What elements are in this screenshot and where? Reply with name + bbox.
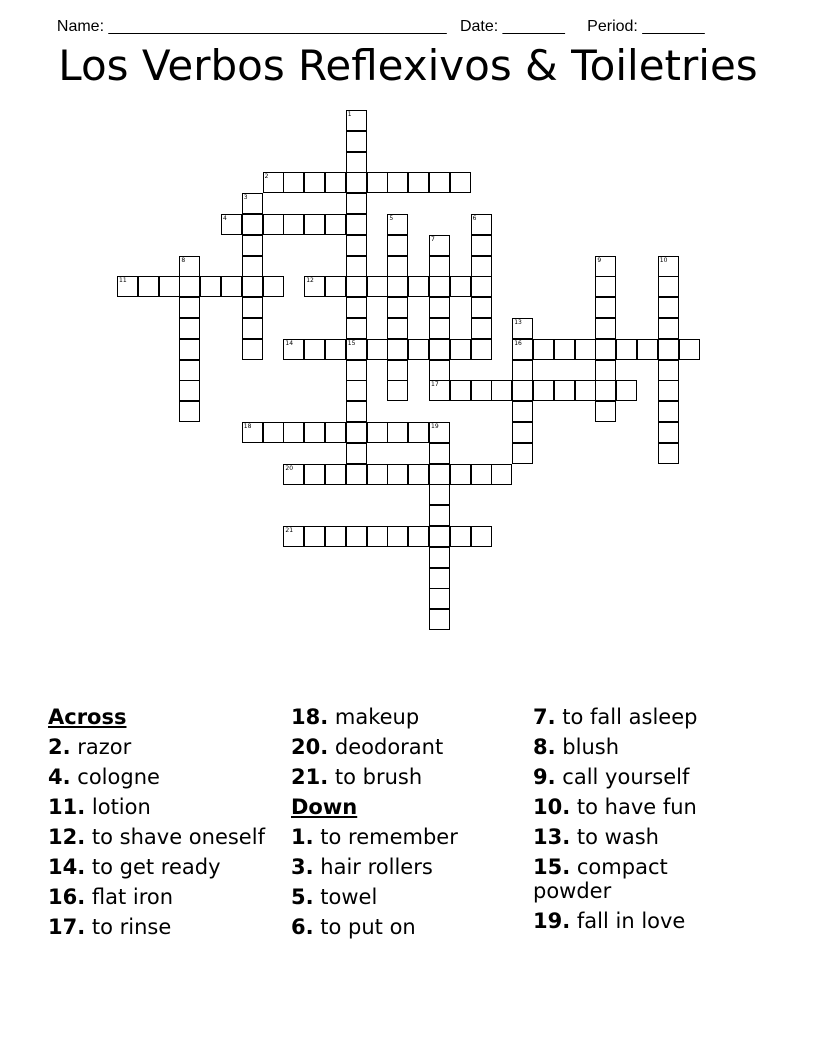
- crossword-cell[interactable]: [429, 172, 450, 193]
- crossword-cell[interactable]: [346, 193, 367, 214]
- crossword-cell[interactable]: [595, 360, 616, 381]
- crossword-cell[interactable]: [304, 276, 325, 297]
- crossword-cell[interactable]: [200, 276, 221, 297]
- crossword-cell[interactable]: [429, 422, 450, 443]
- crossword-cell[interactable]: [283, 172, 304, 193]
- crossword-cell[interactable]: [346, 339, 367, 360]
- crossword-cell[interactable]: [283, 464, 304, 485]
- crossword-cell[interactable]: [387, 256, 408, 277]
- crossword-cell[interactable]: [221, 214, 242, 235]
- crossword-cell[interactable]: [658, 422, 679, 443]
- crossword-cell[interactable]: [471, 276, 492, 297]
- crossword-cell[interactable]: [658, 360, 679, 381]
- clues-column-1: [48, 702, 283, 942]
- crossword-cell[interactable]: [595, 401, 616, 422]
- clue-number: 21: [285, 527, 294, 534]
- crossword-cell[interactable]: [242, 339, 263, 360]
- crossword-cell[interactable]: [387, 235, 408, 256]
- crossword-cell[interactable]: [221, 276, 242, 297]
- clue-down-6: 6. to put on: [291, 915, 416, 939]
- clue-number: 8: [181, 256, 186, 264]
- name-field[interactable]: Name: ______________________________________: [56, 18, 447, 35]
- crossword-cell[interactable]: [387, 318, 408, 339]
- clue-number: 18: [243, 423, 252, 430]
- clue-down-8: 8. blush: [533, 735, 620, 759]
- crossword-cell[interactable]: [658, 443, 679, 464]
- crossword-cell[interactable]: [263, 214, 284, 235]
- crossword-cell[interactable]: [283, 339, 304, 360]
- crossword-cell[interactable]: [346, 318, 367, 339]
- crossword-cell[interactable]: [450, 339, 471, 360]
- crossword-cell[interactable]: [242, 214, 263, 235]
- crossword-cell[interactable]: [429, 339, 450, 360]
- crossword-cell[interactable]: [325, 422, 346, 443]
- clue-down-19: 19. fall in love: [533, 909, 686, 933]
- crossword-cell[interactable]: [429, 505, 450, 526]
- crossword-cell[interactable]: [387, 172, 408, 193]
- crossword-cell[interactable]: [429, 297, 450, 318]
- clue-across-16: 16. flat iron: [48, 885, 174, 909]
- crossword-cell[interactable]: [346, 380, 367, 401]
- crossword-cell[interactable]: [367, 172, 388, 193]
- crossword-cell[interactable]: [346, 172, 367, 193]
- clue-down-13: 13. to wash: [533, 825, 659, 849]
- crossword-cell[interactable]: [283, 526, 304, 547]
- crossword-cell[interactable]: [512, 443, 533, 464]
- crossword-cell[interactable]: [429, 609, 450, 630]
- crossword-cell[interactable]: [408, 526, 429, 547]
- crossword-cell[interactable]: [346, 131, 367, 152]
- crossword-cell[interactable]: [595, 256, 616, 277]
- crossword-cell[interactable]: [367, 422, 388, 443]
- crossword-cell[interactable]: [491, 464, 512, 485]
- crossword-cell[interactable]: [554, 380, 575, 401]
- crossword-cell[interactable]: [346, 152, 367, 173]
- crossword-cell[interactable]: [242, 235, 263, 256]
- clue-number: 4: [223, 215, 227, 222]
- clues-column-2: [291, 702, 526, 942]
- clue-number: 20: [285, 464, 294, 472]
- clue-number: 14: [285, 339, 294, 347]
- crossword-cell[interactable]: [512, 422, 533, 443]
- clue-down-9: 9. call yourself: [533, 765, 690, 789]
- crossword-cell[interactable]: [450, 526, 471, 547]
- crossword-cell[interactable]: [325, 276, 346, 297]
- crossword-cell[interactable]: [367, 526, 388, 547]
- crossword-cell[interactable]: [429, 276, 450, 297]
- clue-number: 12: [306, 277, 314, 285]
- crossword-cell[interactable]: [263, 276, 284, 297]
- clue-number: 11: [119, 277, 127, 285]
- crossword-cell[interactable]: [471, 214, 492, 235]
- clue-across-4: 4. cologne: [48, 765, 160, 789]
- crossword-cell[interactable]: [304, 464, 325, 485]
- clue-across-12: 12. to shave oneself: [48, 825, 265, 849]
- crossword-cell[interactable]: [346, 422, 367, 443]
- crossword-cell[interactable]: [304, 214, 325, 235]
- crossword-cell[interactable]: [450, 172, 471, 193]
- crossword-cell[interactable]: [159, 276, 180, 297]
- crossword-cell[interactable]: [408, 422, 429, 443]
- crossword-cell[interactable]: [616, 380, 637, 401]
- crossword-cell[interactable]: [138, 276, 159, 297]
- crossword-cell[interactable]: [429, 464, 450, 485]
- crossword-cell[interactable]: [408, 339, 429, 360]
- crossword-cell[interactable]: [346, 235, 367, 256]
- crossword-cell[interactable]: [346, 297, 367, 318]
- clue-down-10: 10. to have fun: [533, 795, 697, 819]
- crossword-cell[interactable]: [179, 401, 200, 422]
- crossword-cell[interactable]: [387, 422, 408, 443]
- crossword-cell[interactable]: [616, 339, 637, 360]
- crossword-cell[interactable]: [429, 526, 450, 547]
- crossword-cell[interactable]: [471, 380, 492, 401]
- crossword-cell[interactable]: [242, 193, 263, 214]
- crossword-cell[interactable]: [408, 464, 429, 485]
- crossword-cell[interactable]: [346, 110, 367, 131]
- crossword-cell[interactable]: [429, 568, 450, 589]
- crossword-cell[interactable]: [346, 526, 367, 547]
- clue-across-20: 20. deodorant: [291, 735, 444, 759]
- clue-number: 5: [389, 215, 394, 222]
- crossword-cell[interactable]: [346, 401, 367, 422]
- date-field[interactable]: Date: _______: [459, 18, 565, 35]
- crossword-cell[interactable]: [429, 588, 450, 609]
- crossword-cell[interactable]: [346, 256, 367, 277]
- crossword-cell[interactable]: [450, 464, 471, 485]
- crossword-cell[interactable]: [367, 339, 388, 360]
- crossword-cell[interactable]: [387, 276, 408, 297]
- crossword-cell[interactable]: [471, 318, 492, 339]
- period-field[interactable]: Period: _______: [587, 18, 705, 35]
- crossword-cell[interactable]: [242, 276, 263, 297]
- clue-across-14: 14. to get ready: [48, 855, 221, 879]
- crossword-cell[interactable]: [346, 214, 367, 235]
- clue-down-15: 15. compact powder: [533, 855, 668, 903]
- down-heading: Down: [291, 795, 358, 819]
- crossword-cell[interactable]: [429, 380, 450, 401]
- clue-number: 16: [514, 339, 522, 347]
- clue-number: 9: [597, 256, 602, 264]
- clue-down-1: 1. to remember: [291, 825, 458, 849]
- crossword-cell[interactable]: [429, 256, 450, 277]
- crossword-cell[interactable]: [346, 443, 367, 464]
- crossword-cell[interactable]: [408, 172, 429, 193]
- clue-number: 2: [264, 173, 269, 181]
- crossword-cell[interactable]: [242, 422, 263, 443]
- crossword-cell[interactable]: [325, 172, 346, 193]
- crossword-cell[interactable]: [429, 484, 450, 505]
- crossword-cell[interactable]: [595, 339, 616, 360]
- crossword-cell[interactable]: [387, 214, 408, 235]
- crossword-cell[interactable]: [387, 339, 408, 360]
- crossword-cell[interactable]: [429, 360, 450, 381]
- crossword-cell[interactable]: [346, 276, 367, 297]
- crossword-cell[interactable]: [408, 276, 429, 297]
- crossword-cell[interactable]: [429, 547, 450, 568]
- page-title: Los Verbos Reflexivos & Toiletries: [58, 41, 758, 90]
- crossword-cell[interactable]: [179, 276, 200, 297]
- crossword-cell[interactable]: [325, 526, 346, 547]
- clue-number: 1: [347, 111, 352, 118]
- clue-number: 7: [431, 235, 435, 243]
- crossword-cell[interactable]: [658, 339, 679, 360]
- crossword-cell[interactable]: [325, 464, 346, 485]
- clue-number: 6: [472, 215, 477, 222]
- crossword-cell[interactable]: [179, 256, 200, 277]
- crossword-cell[interactable]: [179, 339, 200, 360]
- crossword-cell[interactable]: [304, 172, 325, 193]
- crossword-cell[interactable]: [179, 380, 200, 401]
- crossword-cell[interactable]: [512, 401, 533, 422]
- crossword-cell[interactable]: [429, 235, 450, 256]
- crossword-cell[interactable]: [429, 443, 450, 464]
- crossword-cell[interactable]: [658, 318, 679, 339]
- crossword-cell[interactable]: [367, 464, 388, 485]
- crossword-cell[interactable]: [263, 422, 284, 443]
- crossword-cell[interactable]: [325, 214, 346, 235]
- crossword-cell[interactable]: [471, 339, 492, 360]
- crossword-cell[interactable]: [595, 318, 616, 339]
- crossword-cell[interactable]: [242, 256, 263, 277]
- crossword-cell[interactable]: [471, 235, 492, 256]
- crossword-cell[interactable]: [304, 339, 325, 360]
- clue-down-3: 3. hair rollers: [291, 855, 433, 879]
- crossword-cell[interactable]: [595, 297, 616, 318]
- crossword-cell[interactable]: [658, 276, 679, 297]
- crossword-cell[interactable]: [658, 297, 679, 318]
- crossword-cell[interactable]: [117, 276, 138, 297]
- crossword-cell[interactable]: [242, 318, 263, 339]
- crossword-cell[interactable]: [387, 360, 408, 381]
- clue-number: 17: [431, 381, 439, 389]
- crossword-cell[interactable]: [346, 464, 367, 485]
- clue-across-21: 21. to brush: [291, 765, 423, 789]
- crossword-cell[interactable]: [658, 380, 679, 401]
- crossword-cell[interactable]: [595, 276, 616, 297]
- clue-down-5: 5. towel: [291, 885, 378, 909]
- crossword-cell[interactable]: [491, 380, 512, 401]
- crossword-cell[interactable]: [367, 276, 388, 297]
- clue-across-11: 11. lotion: [48, 795, 151, 819]
- crossword-cell[interactable]: [387, 380, 408, 401]
- crossword-cell[interactable]: [304, 526, 325, 547]
- crossword-cell[interactable]: [387, 526, 408, 547]
- clue-across-18: 18. makeup: [291, 705, 420, 729]
- crossword-cell[interactable]: [471, 526, 492, 547]
- crossword-cell[interactable]: [429, 318, 450, 339]
- clue-number: 19: [431, 423, 439, 430]
- clue-number: 15: [347, 339, 356, 347]
- crossword-cell[interactable]: [304, 422, 325, 443]
- crossword-cell[interactable]: [450, 380, 471, 401]
- crossword-cell[interactable]: [450, 276, 471, 297]
- crossword-cell[interactable]: [179, 360, 200, 381]
- crossword-cell[interactable]: [533, 380, 554, 401]
- crossword-cell[interactable]: [263, 172, 284, 193]
- crossword-cell[interactable]: [325, 339, 346, 360]
- crossword-cell[interactable]: [512, 339, 533, 360]
- crossword-cell[interactable]: [387, 297, 408, 318]
- crossword-cell[interactable]: [283, 422, 304, 443]
- crossword-cell[interactable]: [471, 256, 492, 277]
- crossword-cell[interactable]: [533, 339, 554, 360]
- crossword-cell[interactable]: [387, 464, 408, 485]
- clue-down-7: 7. to fall asleep: [533, 705, 698, 729]
- crossword-cell[interactable]: [679, 339, 700, 360]
- crossword-cell[interactable]: [512, 380, 533, 401]
- crossword-cell[interactable]: [512, 318, 533, 339]
- crossword-cell[interactable]: [242, 297, 263, 318]
- clue-across-2: 2. razor: [48, 735, 132, 759]
- crossword-cell[interactable]: [637, 339, 658, 360]
- clue-number: 10: [659, 256, 668, 264]
- crossword-cell[interactable]: [658, 256, 679, 277]
- crossword-cell[interactable]: [658, 401, 679, 422]
- crossword-cell[interactable]: [179, 297, 200, 318]
- crossword-cell[interactable]: [575, 380, 596, 401]
- crossword-cell[interactable]: [471, 297, 492, 318]
- crossword-cell[interactable]: [471, 464, 492, 485]
- clues-column-3: [533, 702, 773, 936]
- crossword-cell[interactable]: [512, 360, 533, 381]
- crossword-cell[interactable]: [554, 339, 575, 360]
- across-heading: Across: [48, 705, 127, 729]
- crossword-cell[interactable]: [346, 360, 367, 381]
- crossword-cell[interactable]: [595, 380, 616, 401]
- crossword-cell[interactable]: [283, 214, 304, 235]
- crossword-cell[interactable]: [575, 339, 596, 360]
- clue-number: 3: [243, 194, 248, 202]
- clue-number: 13: [514, 319, 522, 326]
- crossword-cell[interactable]: [179, 318, 200, 339]
- clue-across-17: 17. to rinse: [48, 915, 172, 939]
